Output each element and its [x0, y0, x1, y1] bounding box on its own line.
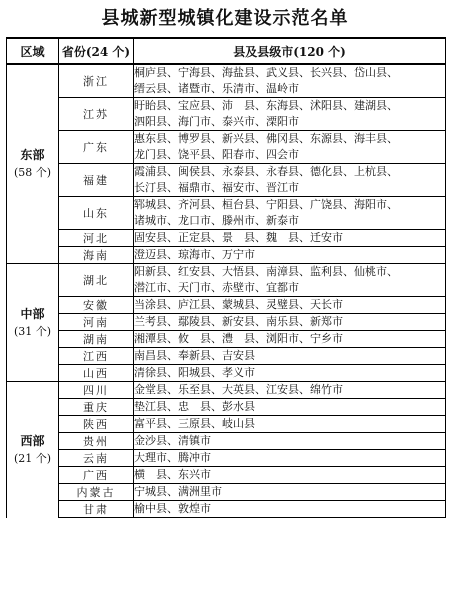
county-line: 横 县、东兴市 — [134, 468, 211, 481]
county-line: 长汀县、福鼎市、福安市、晋江市 — [134, 181, 299, 194]
province-cell: 湖南 — [59, 331, 134, 348]
counties-cell — [134, 297, 446, 314]
table-row — [7, 348, 446, 365]
province-cell: 贵州 — [59, 433, 134, 450]
table-row — [7, 365, 446, 382]
header-counties: 县及县级市(120 个) — [134, 38, 446, 64]
region-count: (31 个) — [13, 324, 52, 338]
counties-cell — [134, 164, 446, 197]
table-row — [7, 433, 446, 450]
county-line: 金堂县、乐至县、大英县、江安县、绵竹市 — [134, 383, 343, 396]
province-cell: 河南 — [59, 314, 134, 331]
county-line: 惠东县、博罗县、新兴县、佛冈县、东源县、海丰县、 — [134, 132, 398, 145]
table-row — [7, 230, 446, 247]
counties-cell — [134, 230, 446, 247]
table-row — [7, 331, 446, 348]
county-line: 缙云县、诸暨市、乐清市、温岭市 — [134, 82, 299, 95]
province-cell: 湖北 — [59, 264, 134, 297]
province-cell: 山东 — [59, 197, 134, 230]
table-row — [7, 247, 446, 264]
province-cell: 海南 — [59, 247, 134, 264]
counties-cell — [134, 416, 446, 433]
counties-cell — [134, 501, 446, 518]
province-cell: 江西 — [59, 348, 134, 365]
county-line: 诸城市、龙口市、滕州市、新泰市 — [134, 214, 299, 227]
province-cell: 安徽 — [59, 297, 134, 314]
counties-cell — [134, 247, 446, 264]
table-row — [7, 314, 446, 331]
counties-cell — [134, 98, 446, 131]
county-line: 潜江市、天门市、赤壁市、宜都市 — [134, 281, 299, 294]
table-row — [7, 197, 446, 230]
counties-cell — [134, 484, 446, 501]
county-line: 宁城县、满洲里市 — [134, 485, 222, 498]
county-line: 阳新县、红安县、大悟县、南漳县、监利县、仙桃市、 — [134, 265, 398, 278]
county-line: 垫江县、忠 县、彭水县 — [134, 400, 255, 413]
county-line: 湘潭县、攸 县、澧 县、浏阳市、宁乡市 — [134, 332, 343, 345]
table-body — [7, 64, 446, 518]
province-cell: 陕西 — [59, 416, 134, 433]
county-line: 大理市、腾冲市 — [134, 451, 211, 464]
table-row — [7, 297, 446, 314]
counties-cell — [134, 399, 446, 416]
table-row — [7, 501, 446, 518]
header-region: 区域 — [7, 38, 59, 64]
county-line: 桐庐县、宁海县、海盐县、武义县、长兴县、岱山县、 — [134, 66, 398, 79]
county-line: 固安县、正定县、景 县、魏 县、迁安市 — [134, 231, 343, 244]
counties-cell — [134, 450, 446, 467]
province-cell: 浙江 — [59, 64, 134, 98]
province-cell: 江苏 — [59, 98, 134, 131]
county-line: 霞浦县、闽侯县、永泰县、永春县、德化县、上杭县、 — [134, 165, 398, 178]
counties-cell — [134, 264, 446, 297]
table-row — [7, 264, 446, 297]
region-cell — [7, 382, 59, 518]
counties-cell — [134, 365, 446, 382]
county-line: 兰考县、鄢陵县、新安县、南乐县、新郑市 — [134, 315, 343, 328]
counties-cell — [134, 433, 446, 450]
province-cell: 甘肃 — [59, 501, 134, 518]
region-count: (21 个) — [13, 451, 52, 465]
province-cell: 山西 — [59, 365, 134, 382]
table-row — [7, 64, 446, 98]
table-row — [7, 382, 446, 399]
counties-cell — [134, 314, 446, 331]
table-row — [7, 131, 446, 164]
header-province: 省份(24 个) — [59, 38, 134, 64]
table-row — [7, 98, 446, 131]
county-line: 富平县、三原县、岐山县 — [134, 417, 255, 430]
document-title: 县城新型城镇化建设示范名单 — [101, 8, 349, 29]
province-cell: 广东 — [59, 131, 134, 164]
table-row — [7, 484, 446, 501]
counties-cell — [134, 382, 446, 399]
table-row — [7, 450, 446, 467]
counties-cell — [134, 331, 446, 348]
table-row — [7, 416, 446, 433]
province-cell: 内蒙古 — [59, 484, 134, 501]
county-line: 郓城县、齐河县、桓台县、宁阳县、广饶县、海阳市、 — [134, 198, 398, 211]
county-line: 金沙县、清镇市 — [134, 434, 211, 447]
counties-cell — [134, 197, 446, 230]
county-line: 当涂县、庐江县、蒙城县、灵璧县、天长市 — [134, 298, 343, 311]
province-cell: 河北 — [59, 230, 134, 247]
county-line: 南昌县、奉新县、吉安县 — [134, 349, 255, 362]
table-row — [7, 399, 446, 416]
county-line: 榆中县、敦煌市 — [134, 502, 211, 515]
province-cell: 福建 — [59, 164, 134, 197]
region-cell — [7, 264, 59, 382]
region-name: 中部 — [20, 306, 45, 321]
province-cell: 四川 — [59, 382, 134, 399]
demonstration-list-table — [6, 37, 446, 518]
province-cell: 广西 — [59, 467, 134, 484]
county-line: 清徐县、阳城县、孝义市 — [134, 366, 255, 379]
region-count: (58 个) — [13, 166, 52, 179]
county-line: 泗阳县、海门市、泰兴市、溧阳市 — [134, 115, 299, 128]
header-row — [7, 38, 446, 64]
counties-cell — [134, 64, 446, 98]
county-line: 盱眙县、宝应县、沛 县、东海县、沭阳县、建湖县、 — [134, 99, 398, 112]
table-row — [7, 164, 446, 197]
region-cell — [7, 64, 59, 264]
counties-cell — [134, 348, 446, 365]
county-line: 澄迈县、琼海市、万宁市 — [134, 248, 255, 261]
county-line: 龙门县、饶平县、阳春市、四会市 — [134, 148, 299, 161]
region-name: 东部 — [20, 148, 45, 162]
counties-cell — [134, 467, 446, 484]
province-cell: 重庆 — [59, 399, 134, 416]
province-cell: 云南 — [59, 450, 134, 467]
region-name: 西部 — [20, 433, 45, 448]
counties-cell — [134, 131, 446, 164]
table-row — [7, 467, 446, 484]
